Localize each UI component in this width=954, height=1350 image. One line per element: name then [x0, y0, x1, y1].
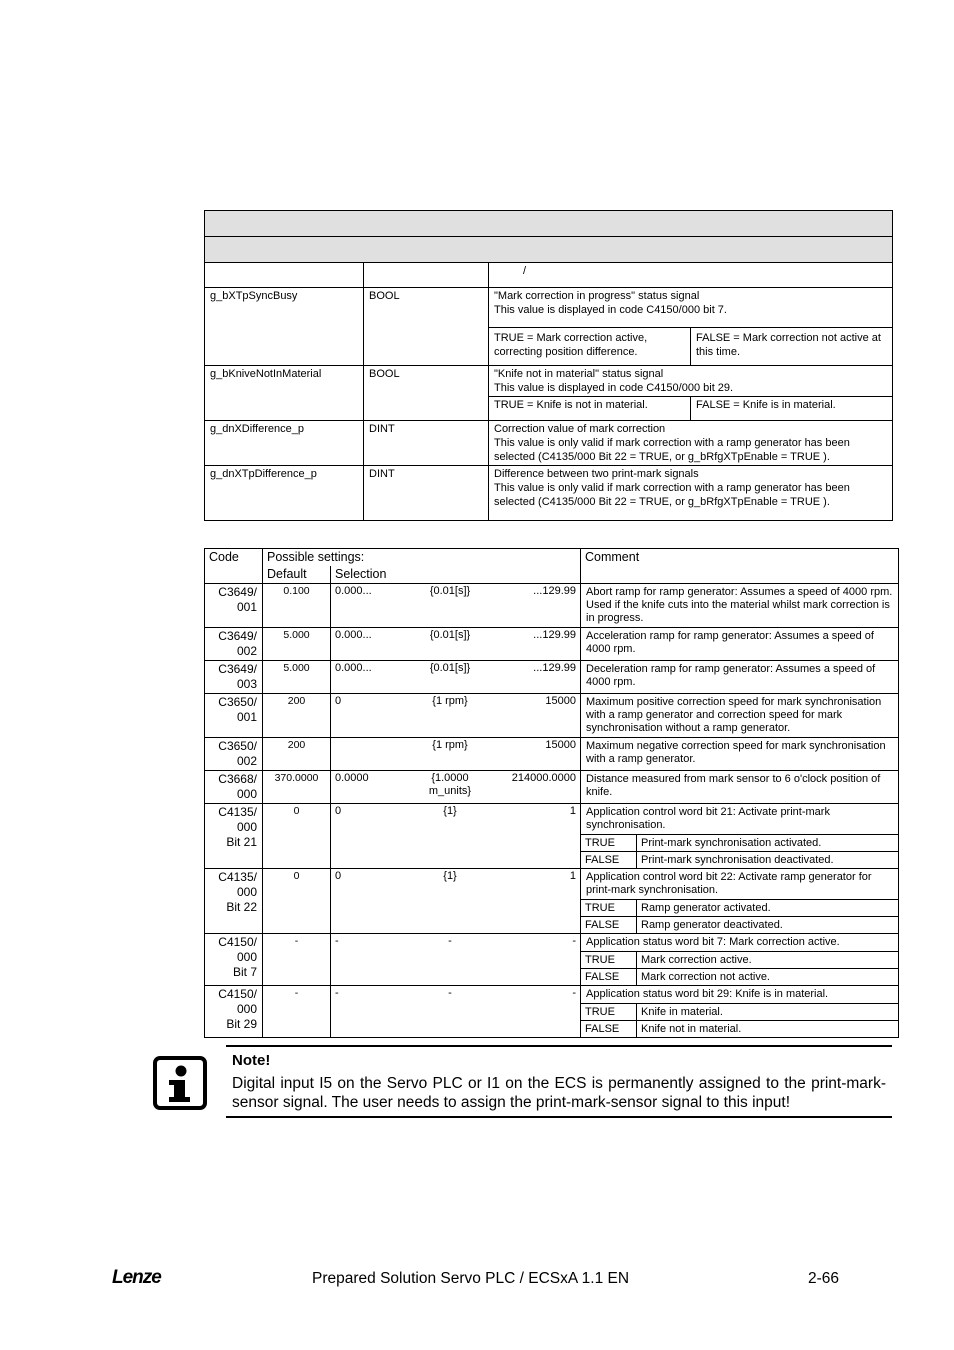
header-code: Code — [205, 549, 263, 584]
desc-line: This value is displayed in code C4150/000 bit 29. — [494, 382, 734, 394]
bit-values — [581, 951, 898, 985]
comment-text: Distance measured from mark sensor to 6 o'clock position of knife. — [586, 773, 881, 798]
false-key: FALSE — [581, 1021, 637, 1038]
table-row — [205, 804, 899, 869]
selection-step: {1 rpm} — [432, 695, 468, 707]
selection-max: - — [572, 987, 576, 999]
selection-max: ...129.99 — [533, 662, 576, 674]
default-cell: 0 — [263, 869, 331, 934]
variables-table — [204, 210, 893, 521]
selection-max: 15000 — [545, 695, 576, 707]
table-row — [205, 628, 899, 661]
code-cell: C3650/ 001 — [205, 694, 263, 738]
comment-text: Maximum positive correction speed for mark synchronisation with a ramp generator and correction speed for mark synchronisation without a ramp generator. — [586, 696, 882, 734]
table-row — [205, 869, 899, 934]
comment-text: Application status word bit 7: Mark correction active. — [586, 936, 840, 948]
comment-text: Abort ramp for ramp generator: Assumes a speed of 4000 rpm. Used if the knife cuts into the material whilst mark correction is in progress. — [586, 586, 893, 624]
selection-min: 0 — [335, 805, 342, 817]
true-text: TRUE = Knife is not in material. — [489, 397, 691, 421]
code-rows — [205, 584, 899, 1038]
selection-cell — [331, 934, 581, 986]
var-name: g_dnXTpDifference_p — [205, 466, 364, 521]
selection-min: 0 — [335, 870, 342, 882]
selection-cell — [331, 771, 581, 804]
selection-max: 214000.0000 — [511, 772, 576, 784]
true-text: Print-mark synchronisation activated. — [637, 835, 899, 852]
true-text: Knife in material. — [637, 1004, 899, 1021]
comment-cell — [581, 738, 899, 771]
default-cell: 0 — [263, 804, 331, 869]
selection-cell — [331, 869, 581, 934]
selection-min: 0.0000 — [335, 772, 369, 784]
false-text: Mark correction not active. — [637, 969, 899, 986]
comment-text: Application status word bit 29: Knife is in material. — [586, 988, 829, 1000]
selection-min: 0.000... — [335, 585, 372, 597]
var-type: BOOL — [364, 366, 489, 421]
code-cell: C3649/ 002 — [205, 628, 263, 661]
selection-min: 0.000... — [335, 662, 372, 674]
true-key: TRUE — [581, 1004, 637, 1021]
selection-max: ...129.99 — [533, 629, 576, 641]
code-cell: C4135/ 000 Bit 22 — [205, 869, 263, 934]
table-row — [205, 771, 899, 804]
true-key: TRUE — [581, 900, 637, 917]
header-type — [364, 263, 489, 288]
table-row — [205, 986, 899, 1038]
true-text: TRUE = Mark correction active, correcting position difference. — [489, 328, 691, 366]
default-cell: 370.0000 — [263, 771, 331, 804]
table-title — [205, 211, 893, 237]
selection-max: - — [572, 935, 576, 947]
selection-max: 1 — [569, 805, 576, 817]
false-text: Knife not in material. — [637, 1021, 899, 1038]
false-text: FALSE = Knife is in material. — [691, 397, 893, 421]
selection-step: {0.01[s]} — [429, 662, 471, 674]
footer-title: Prepared Solution Servo PLC / ECSxA 1.1 EN — [312, 1270, 630, 1287]
desc-line: This value is only valid if mark correction with a ramp generator has been selected (C4135/000 Bit 22 = TRUE, or g_bRfgXTpEnable = TRUE ). — [494, 482, 850, 508]
true-key: TRUE — [581, 952, 637, 969]
false-key: FALSE — [581, 852, 637, 869]
false-text: Ramp generator deactivated. — [637, 917, 899, 934]
code-cell: C4150/ 000 Bit 29 — [205, 986, 263, 1038]
selection-max: ...129.99 — [533, 585, 576, 597]
code-cell: C3649/ 003 — [205, 661, 263, 694]
comment-text: Maximum negative correction speed for mark synchronisation with a ramp generator. — [586, 740, 886, 765]
desc-line: Difference between two print-mark signals — [494, 468, 699, 480]
default-cell: 5.000 — [263, 661, 331, 694]
code-cell: C4135/ 000 Bit 21 — [205, 804, 263, 869]
selection-min: 0 — [335, 695, 342, 707]
note-bottom-rule — [226, 1116, 892, 1118]
selection-step: {1} — [443, 870, 457, 882]
note-text: Digital input I5 on the Servo PLC or I1 on the ECS is permanently assigned to the print-mark-sensor signal. The user needs to assign the print-mark-sensor signal to this input! — [232, 1075, 886, 1111]
lenze-logo: Lenze — [112, 1267, 161, 1288]
desc-line: This value is displayed in code C4150/000 bit 7. — [494, 304, 727, 316]
header-description: / — [489, 263, 893, 288]
var-description — [489, 288, 893, 328]
bit-values — [581, 899, 898, 933]
comment-cell — [581, 869, 899, 934]
code-table — [204, 548, 899, 1038]
code-cell: C3668/ 000 — [205, 771, 263, 804]
default-cell: - — [263, 986, 331, 1038]
table-row — [205, 694, 899, 738]
var-name: g_bXTpSyncBusy — [205, 288, 364, 366]
table-row — [205, 584, 899, 628]
false-text: Print-mark synchronisation deactivated. — [637, 852, 899, 869]
selection-min: - — [335, 987, 339, 999]
table-row — [205, 661, 899, 694]
comment-text: Application control word bit 22: Activate ramp generator for print-mark synchronisation. — [586, 871, 872, 896]
comment-cell — [581, 804, 899, 869]
false-text: FALSE = Mark correction not active at this time. — [691, 328, 893, 366]
selection-max: 1 — [569, 870, 576, 882]
true-key: TRUE — [581, 835, 637, 852]
info-icon — [152, 1055, 208, 1111]
var-description — [489, 466, 893, 521]
table-subtitle — [205, 237, 893, 263]
page-number: 2-66 — [808, 1270, 840, 1287]
bit-values — [581, 1003, 898, 1037]
selection-step: - — [448, 987, 452, 999]
selection-max: 15000 — [545, 739, 576, 751]
comment-text: Acceleration ramp for ramp generator: Assumes a speed of 4000 rpm. — [586, 630, 874, 655]
code-cell: C3649/ 001 — [205, 584, 263, 628]
desc-line: Correction value of mark correction — [494, 423, 666, 435]
selection-cell — [331, 804, 581, 869]
selection-cell — [331, 986, 581, 1038]
bit-values — [581, 834, 898, 868]
selection-cell — [331, 628, 581, 661]
comment-cell — [581, 628, 899, 661]
default-cell: 200 — [263, 738, 331, 771]
false-key: FALSE — [581, 917, 637, 934]
selection-step: {1.0000 m_units} — [428, 772, 472, 797]
selection-cell — [331, 584, 581, 628]
comment-cell — [581, 771, 899, 804]
header-default: Default — [263, 566, 331, 584]
desc-line: "Mark correction in progress" status signal — [494, 290, 700, 302]
var-name: g_dnXDifference_p — [205, 421, 364, 466]
var-type: DINT — [364, 421, 489, 466]
comment-text: Application control word bit 21: Activate print-mark synchronisation. — [586, 806, 830, 831]
comment-cell — [581, 986, 899, 1038]
selection-step: {1 rpm} — [432, 739, 468, 751]
code-cell: C4150/ 000 Bit 7 — [205, 934, 263, 986]
header-name — [205, 263, 364, 288]
var-type: BOOL — [364, 288, 489, 366]
var-description — [489, 366, 893, 397]
code-cell: C3650/ 002 — [205, 738, 263, 771]
selection-cell — [331, 738, 581, 771]
selection-step: {0.01[s]} — [429, 629, 471, 641]
var-description — [489, 421, 893, 466]
desc-line: "Knife not in material" status signal — [494, 368, 664, 380]
selection-cell — [331, 694, 581, 738]
note-top-rule — [226, 1045, 892, 1047]
default-cell: 0.100 — [263, 584, 331, 628]
selection-min: 0.000... — [335, 629, 372, 641]
selection-step: - — [448, 935, 452, 947]
comment-cell — [581, 934, 899, 986]
default-cell: 200 — [263, 694, 331, 738]
selection-min — [335, 739, 405, 752]
selection-min: - — [335, 935, 339, 947]
true-text: Ramp generator activated. — [637, 900, 899, 917]
default-cell: 5.000 — [263, 628, 331, 661]
var-name: g_bKniveNotInMaterial — [205, 366, 364, 421]
selection-step: {1} — [443, 805, 457, 817]
comment-cell — [581, 584, 899, 628]
note-title: Note! — [232, 1052, 271, 1069]
true-text: Mark correction active. — [637, 952, 899, 969]
comment-text: Deceleration ramp for ramp generator: Assumes a speed of 4000 rpm. — [586, 663, 876, 688]
default-cell: - — [263, 934, 331, 986]
selection-step: {0.01[s]} — [429, 585, 471, 597]
false-key: FALSE — [581, 969, 637, 986]
header-comment: Comment — [581, 549, 899, 584]
selection-cell — [331, 661, 581, 694]
header-possible-settings: Possible settings: — [263, 549, 581, 567]
comment-cell — [581, 694, 899, 738]
comment-cell — [581, 661, 899, 694]
var-type: DINT — [364, 466, 489, 521]
header-selection: Selection — [331, 566, 581, 584]
table-row — [205, 738, 899, 771]
desc-line: This value is only valid if mark correction with a ramp generator has been selected (C4135/000 Bit 22 = TRUE, or g_bRfgXTpEnable = TRUE ). — [494, 437, 850, 463]
table-row — [205, 934, 899, 986]
